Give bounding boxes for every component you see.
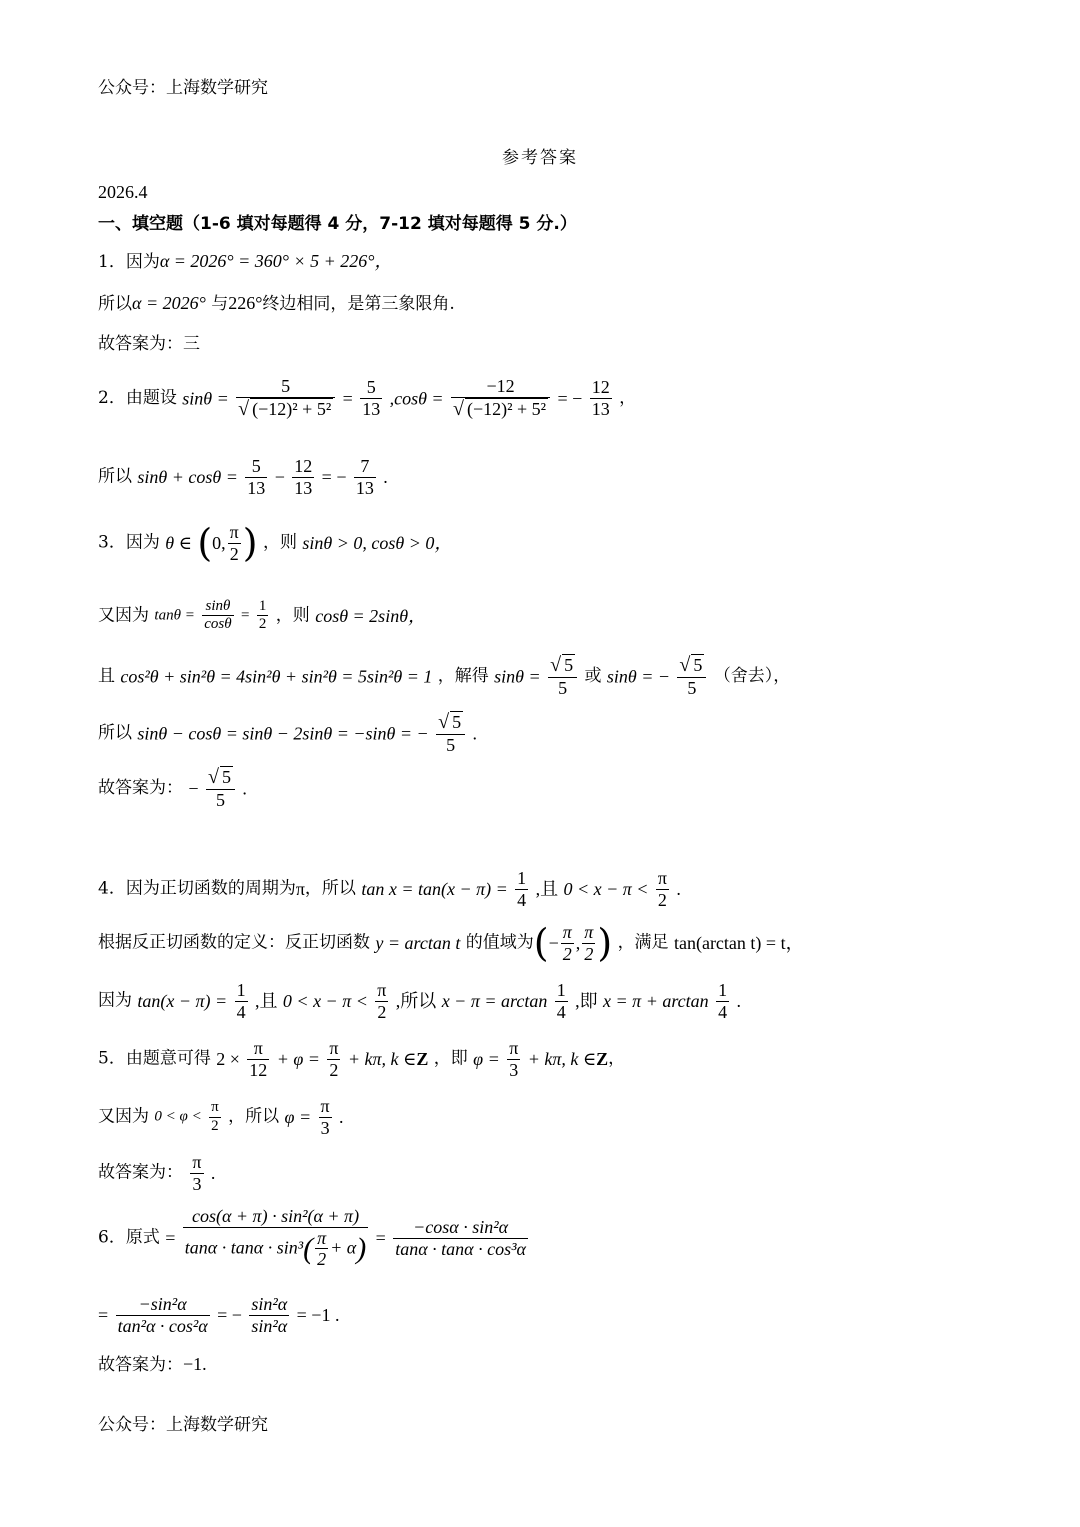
q6-line1	[98, 1206, 530, 1270]
q6-l2-num1: −sin²α	[116, 1294, 210, 1316]
q4-l3-prefix: 因为	[98, 990, 132, 1011]
header-watermark: 公众号：上海数学研究	[98, 78, 268, 98]
q1-line1	[98, 252, 392, 271]
q5-answer-frac	[190, 1152, 203, 1194]
q5-answer	[98, 1152, 215, 1194]
q4-l3-four-d: 4	[718, 1001, 728, 1022]
q2-eq: =	[342, 388, 353, 409]
q4-l3-frac-b	[375, 980, 388, 1022]
q4-l3-expr2: x − π = arctan	[441, 991, 548, 1012]
q4-l3-frac-a	[235, 980, 248, 1022]
q6-l2-den1: tan²α · cos²α	[117, 1315, 208, 1336]
q6-den-pi2	[315, 1228, 328, 1270]
q4-paren-left: (	[533, 921, 549, 966]
q4-l3-four-c: 4	[556, 1001, 566, 1022]
q2-frac2-den: 13	[591, 398, 610, 419]
q3-tan: tanθ =	[154, 607, 195, 624]
q1-so: 所以	[98, 294, 132, 314]
q2-num-m12: −12	[451, 376, 550, 398]
q3-line3	[98, 654, 790, 699]
q4-dot: .	[676, 879, 681, 900]
q6-l2-tail: = −1 .	[296, 1305, 340, 1326]
q3-l2-then: ，则	[275, 605, 310, 626]
q2-l2-frac-a	[245, 456, 267, 498]
q3-prefix: 3．因为	[98, 532, 160, 553]
q3-ans-dot: .	[242, 778, 247, 799]
q6-pi: π	[317, 1227, 327, 1248]
q5-l2-range: 0 < φ <	[154, 1108, 202, 1125]
q4-prefix: 4．因为正切函数的周期为	[98, 878, 296, 899]
q6-den1a: tanα · tanα · sin³	[184, 1237, 304, 1257]
q2-eq-neg2: = −	[321, 467, 347, 488]
q6-l2-eq: =	[98, 1305, 109, 1326]
q3-l4-frac	[436, 711, 465, 756]
q5-pi: π	[247, 1038, 269, 1060]
q2-line1	[98, 376, 636, 421]
q6-frac2	[393, 1217, 528, 1259]
q3-answer-neg: −	[188, 778, 199, 799]
q6-den1: tanα · tanα · sin³( $\frac{\pi}{2}$ + α)	[184, 1227, 367, 1270]
q5-frac-pi12	[247, 1038, 269, 1080]
q5-comma: ，	[608, 1048, 626, 1069]
q4-l2-domain: 的值域为	[465, 932, 534, 953]
q5-pi-c: π	[509, 1038, 519, 1058]
q4-four: 4	[517, 889, 527, 910]
q4-l3-pi: π	[377, 980, 387, 1000]
q3-answer-label: 故答案为：	[98, 777, 183, 798]
q3-sqrt5-num2: √ 5	[677, 654, 706, 678]
q5-then: ，即	[433, 1048, 468, 1069]
q5-l2-three: 3	[320, 1117, 330, 1138]
q3-two: 2	[229, 543, 239, 564]
q3-five: 5	[558, 678, 568, 698]
q3-ans-sqrt5: 5	[221, 767, 231, 787]
q3-frac-sqrt5-2	[677, 654, 706, 699]
q3-drop: （舍去），	[713, 665, 791, 686]
q3-paren-right: )	[242, 521, 258, 566]
q3-paren-left: (	[197, 521, 213, 566]
q4-l3-frac-d	[716, 980, 729, 1022]
q5-l2-expr: φ =	[284, 1107, 312, 1128]
q2-frac-513	[360, 377, 382, 419]
q2-frac-num: 5	[360, 377, 382, 399]
q3-sqrt5: 5	[564, 655, 574, 675]
q4-and: ,且	[535, 879, 559, 900]
q6-two: 2	[317, 1249, 327, 1270]
q3-l4-dot: .	[472, 723, 477, 744]
q4-paren-right: )	[597, 921, 613, 966]
q4-l2-prefix: 根据反正切函数的定义：反正切函数	[98, 932, 370, 953]
q2-tail: ，	[619, 387, 637, 408]
q3-frac-half	[257, 598, 269, 634]
q2-a-den: 13	[247, 477, 266, 498]
q3-pi: π	[229, 522, 239, 542]
q2-l2-frac-b	[292, 456, 314, 498]
q4-l3-expr3: x = π + arctan	[603, 991, 709, 1012]
q6-eq2: =	[375, 1228, 386, 1249]
section-heading: 一、填空题（1-6 填对每题得 4 分，7-12 填对每题得 5 分.）	[98, 214, 577, 234]
q2-prefix: 2．由题设	[98, 387, 177, 408]
q4-expr: tan x = tan(x − π) =	[361, 879, 508, 900]
q5-expr-a: 2 ×	[216, 1049, 240, 1070]
q6-l2-frac2	[249, 1294, 289, 1336]
q5-l2-dot: .	[339, 1107, 344, 1128]
q4-comma: ,	[575, 933, 581, 954]
q5-ans-pi: π	[192, 1152, 202, 1172]
date: 2026.4	[98, 182, 148, 202]
q3-cond: sinθ > 0, cosθ > 0，	[302, 533, 453, 554]
q5-ans-dot: .	[210, 1163, 216, 1184]
q6-l2-den2: sin²α	[251, 1315, 288, 1336]
q6-answer-label: 故答案为：	[98, 1355, 183, 1375]
q2-frac-sin	[236, 376, 335, 421]
q4-pi: π	[295, 879, 305, 900]
q4-line2	[98, 922, 804, 964]
q4-two: 2	[657, 889, 667, 910]
q1-prefix: 1．因为	[98, 252, 160, 272]
q4-pi-a: π	[562, 922, 572, 942]
q3-l4-expr: sinθ − cosθ = sinθ − 2sinθ = −sinθ = −	[137, 723, 429, 744]
q4-frac-pi2-b	[582, 922, 595, 964]
q5-l2-frac	[209, 1099, 221, 1135]
q5-pi-b: π	[329, 1038, 339, 1058]
q3-line2	[98, 598, 426, 634]
q3-l2-expr: cosθ = 2sinθ，	[315, 605, 427, 626]
q4-pi-b: π	[584, 922, 594, 942]
q4-l2-func: y = arctan t	[375, 933, 461, 954]
q5-prefix: 5．由题意可得	[98, 1048, 211, 1069]
q2-den-sqrt2: (−12)² + 5²	[466, 398, 547, 419]
q4-l3-expr: tan(x − π) =	[137, 991, 228, 1012]
q2-frac-1213	[590, 377, 612, 419]
q3-l4-five: 5	[446, 735, 456, 755]
q4-l3-one: 1	[236, 980, 246, 1000]
q6-num1: cos(α + π) · sin²(α + π)	[183, 1206, 368, 1228]
q6-prefix: 6．原式	[98, 1227, 160, 1248]
q3-two2: 2	[258, 616, 267, 633]
q5-l2-so: ，所以	[228, 1106, 280, 1127]
q3-frac-sqrt5	[548, 654, 577, 699]
q4-l3-then: ,即	[575, 991, 598, 1012]
q2-frac-den: 13	[362, 398, 381, 419]
q5-z: Z	[416, 1049, 429, 1070]
q3-sqrt5-b: 5	[693, 655, 703, 675]
q2-c-den: 13	[355, 477, 374, 498]
q3-five2: 5	[687, 678, 697, 698]
q6-answer-value: −1.	[183, 1354, 207, 1374]
q2-a-num: 5	[245, 456, 267, 478]
q1-answer	[98, 336, 200, 353]
q3-ans-five: 5	[215, 790, 225, 810]
q1-alpha: α = 2026°	[132, 293, 206, 313]
q3-ans-num: √ 5	[206, 766, 235, 790]
q4-two-a: 2	[562, 943, 572, 964]
q5-three: 3	[509, 1059, 519, 1080]
q5-l2-pi: π	[209, 1099, 221, 1117]
q6-num2: −cosα · sin²α	[393, 1217, 528, 1239]
q1-conclusion: 终边相同，是第三象限角.	[262, 294, 455, 314]
q2-cos-lhs: ,cosθ =	[389, 388, 444, 409]
q2-b-den: 13	[294, 477, 313, 498]
q4-so: ，所以	[304, 878, 356, 899]
q3-line4	[98, 711, 477, 756]
q5-l2-two: 2	[211, 1117, 219, 1134]
q3-l3-sin: sinθ =	[494, 666, 541, 687]
q6-l2-eq-neg: = −	[217, 1305, 242, 1326]
q5-frac-pi2	[327, 1038, 340, 1080]
q3-l4-prefix: 所以	[98, 722, 132, 743]
q2-frac2-num: 12	[591, 377, 610, 398]
q2-sin-lhs: sinθ =	[182, 388, 229, 409]
q3-l2-prefix: 又因为	[98, 605, 149, 626]
q4-l3-one-c: 1	[556, 980, 566, 1000]
q6-line2	[98, 1294, 339, 1336]
q4-frac-pi2	[656, 868, 669, 910]
q1-expr: α = 2026° = 360° × 5 + 226°，	[159, 251, 393, 271]
q3-l3-solve: ，解得	[437, 665, 489, 686]
q2-num: 5	[236, 376, 335, 398]
q2-b-num: 12	[294, 456, 313, 476]
q6-eq: =	[165, 1228, 176, 1249]
q2-den2: √ (−12)² + 5²	[452, 397, 547, 420]
q6-plus-alpha: + α	[330, 1237, 357, 1257]
footer-watermark: 公众号：上海数学研究	[98, 1415, 268, 1435]
q4-l3-four: 4	[236, 1001, 246, 1022]
q2-den: √ (−12)² + 5²	[238, 397, 332, 420]
q3-l3-sin2: sinθ = −	[606, 666, 671, 687]
q1-with: 与	[211, 294, 229, 314]
q2-den-sqrt: (−12)² + 5²	[252, 398, 332, 419]
q3-sin: sinθ	[202, 598, 233, 616]
q4-l3-frac-c	[555, 980, 568, 1022]
q3-answer	[98, 766, 247, 811]
page-title: 参考答案	[502, 148, 578, 168]
q5-l2-prefix: 又因为	[98, 1106, 149, 1127]
q1-answer-value: 三	[183, 334, 200, 354]
q3-or: 或	[584, 665, 602, 686]
q2-c-num: 7	[354, 456, 376, 478]
q5-expr-d: φ =	[473, 1049, 500, 1070]
q5-ans-three: 3	[192, 1173, 202, 1194]
q3-answer-frac	[206, 766, 235, 811]
q3-l3-expr: cos²θ + sin²θ = 4sin²θ + sin²θ = 5sin²θ = 1	[120, 666, 433, 687]
q5-twelve: 12	[249, 1059, 268, 1080]
q5-answer-label: 故答案为：	[98, 1162, 183, 1183]
q5-line1	[98, 1038, 625, 1080]
q2-eq-neg: = −	[557, 388, 583, 409]
q5-z2: Z	[596, 1049, 609, 1070]
q4-range: 0 < x − π <	[563, 879, 649, 900]
q4-l3-and: ,且	[255, 991, 278, 1012]
q4-frac-quarter	[515, 868, 528, 910]
q4-frac-neg-pi2	[561, 922, 574, 964]
q4-two-b: 2	[584, 943, 594, 964]
q4-l2-expr: tan(arctan t) = t，	[673, 933, 804, 954]
q6-den2: tanα · tanα · cos³α	[395, 1238, 526, 1259]
q3-l4-sqrt5: 5	[452, 712, 462, 732]
q2-l2-frac-c	[354, 456, 376, 498]
q5-l2-pi3: π	[320, 1096, 330, 1116]
q3-eq: =	[241, 607, 250, 624]
q4-l3-dot: .	[736, 991, 741, 1012]
q4-l3-one-d: 1	[718, 980, 728, 1000]
q6-l2-frac1	[116, 1294, 210, 1336]
q2-frac-cos	[451, 376, 550, 421]
q4-one: 1	[517, 868, 527, 888]
q1-answer-label: 故答案为：	[98, 334, 183, 354]
q5-expr-c2: + kπ, k ∈	[527, 1049, 597, 1070]
q5-expr-b: + φ =	[276, 1049, 320, 1070]
q3-frac-sincos	[202, 598, 233, 634]
q3-theta: θ ∈	[165, 533, 192, 554]
q2-line2	[98, 456, 388, 498]
q4-l3-range: 0 < x − π <	[282, 991, 368, 1012]
q5-expr-c: + kπ, k ∈	[347, 1049, 417, 1070]
q1-226: 226°	[228, 293, 263, 313]
q3-cos: cosθ	[204, 616, 232, 633]
q3-one: 1	[257, 598, 269, 616]
q3-interval-left: 0,	[212, 533, 226, 554]
q3-l3-prefix: 且	[98, 665, 115, 686]
q5-line2	[98, 1096, 344, 1138]
q4-line3	[98, 980, 741, 1022]
q2-l2-prefix: 所以	[98, 466, 132, 487]
q4-l2-satisfy: ，满足	[617, 932, 669, 953]
q4-neg: −	[548, 933, 559, 954]
q4-l3-so: ,所以	[395, 991, 437, 1012]
q3-then: ，则	[262, 532, 297, 553]
q3-pi-2	[228, 522, 241, 564]
q4-line1	[98, 868, 681, 910]
q4-l3-two: 2	[377, 1001, 387, 1022]
q6-answer	[98, 1355, 207, 1374]
q4-pi-n: π	[657, 868, 667, 888]
q5-l2-frac-pi3	[319, 1096, 332, 1138]
q6-l2-num2: sin²α	[251, 1294, 288, 1314]
q5-frac-pi3	[507, 1038, 520, 1080]
q2-dot: .	[383, 467, 388, 488]
q2-minus: −	[274, 467, 285, 488]
q3-line1	[98, 522, 452, 564]
q2-l2-expr: sinθ + cosθ =	[137, 467, 238, 488]
q6-frac1	[183, 1206, 368, 1270]
q3-sqrt5-num: √ 5	[548, 654, 577, 678]
q1-line2	[98, 294, 455, 313]
q5-two: 2	[329, 1059, 339, 1080]
q3-l4-num: √ 5	[436, 711, 465, 735]
